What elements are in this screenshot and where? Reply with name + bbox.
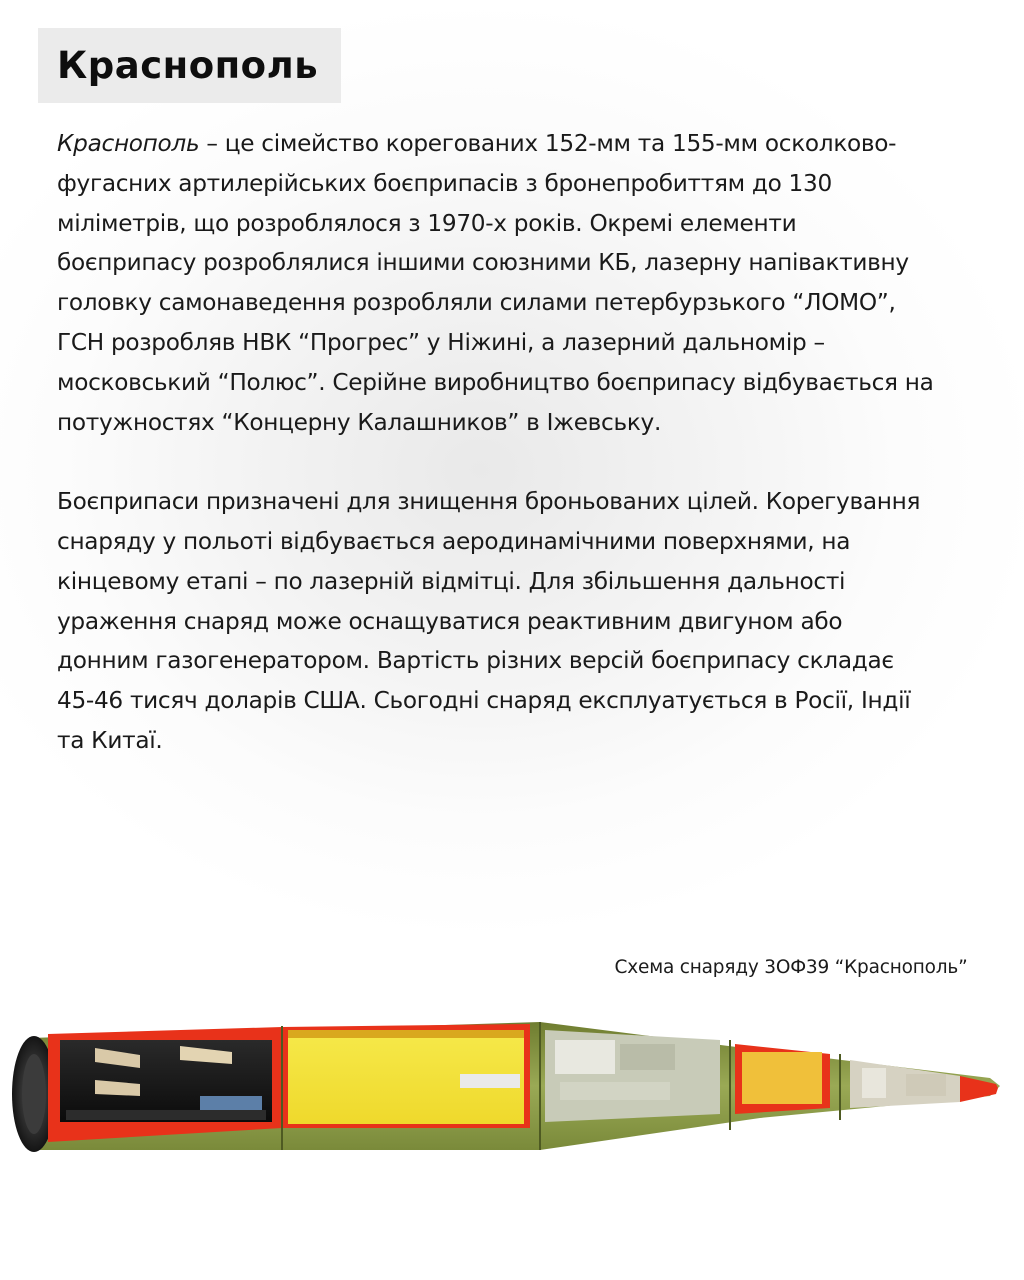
paragraph-intro-text: – це сімейство корегованих 152-мм та 155-мм осколково-фугасних артилерійських боєприпасів з бронепробиттям до 130 міліметрів, що розроблялося з 1970-х років. Окремі елементи боєприпасу розроблялися іншими союзними КБ, лазерну напівактивну головку самонаведення розробляли силами петербурзького “ЛОМО”, ГСН розробляв НВК “Прогрес” у Ніжині, а лазерний дальномір – московський “Полюс”. Серійне виробництво боєприпасу відбувається на потужностях “Концерну Калашников” в Іжевську. <box>57 130 934 436</box>
nose-section-cutaway <box>850 1060 998 1108</box>
paragraph-intro-italic-lead: Краснополь <box>57 130 200 157</box>
article-body <box>57 124 937 761</box>
rear-section-cutaway <box>48 1027 282 1142</box>
shell-cutaway-image <box>0 1010 1024 1180</box>
paragraph-purpose: Боєприпаси призначені для знищення броньованих цілей. Корегування снаряду у польоті відбувається аеродинамічними поверхнями, на кінцевому етапі – по лазерній відмітці. Для збільшення дальності ураження снаряд може оснащуватися реактивним двигуном або донним газогенератором. Вартість різних версій боєприпасу складає 45-46 тисяч доларів США. Сьогодні снаряд експлуатується в Росії, Індії та Китаї. <box>57 488 921 754</box>
title-box <box>38 28 341 103</box>
paragraph-intro <box>57 124 937 442</box>
figure-caption: Схема снаряду 3ОФ39 “Краснополь” <box>578 945 1004 990</box>
page-title: Краснополь <box>57 44 319 87</box>
